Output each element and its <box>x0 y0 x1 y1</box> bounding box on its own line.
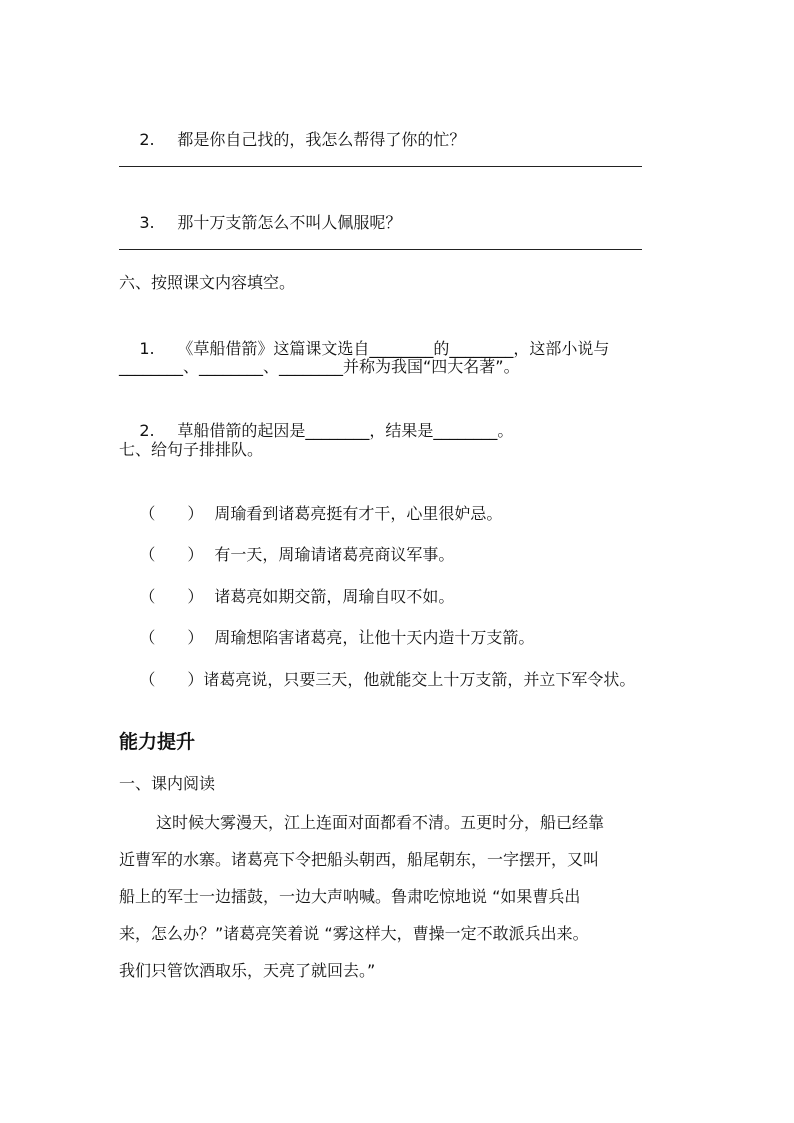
question-number: 3. <box>139 213 155 232</box>
order-blank[interactable]: （ ） <box>139 628 204 647</box>
question-text: 都是你自己找的，我怎么帮得了你的忙？ <box>177 130 466 149</box>
section-6-heading: 六、按照课文内容填空。 <box>119 273 296 292</box>
question-text: 草船借箭的起因是________，结果是________。 <box>177 421 514 440</box>
passage-line: 船上的军士一边擂鼓，一边大声呐喊。鲁肃吃惊地说 “如果曹兵出 <box>119 887 581 906</box>
answer-line[interactable] <box>119 166 642 167</box>
order-blank[interactable]: （ ） <box>139 504 204 523</box>
passage-line: 近曹军的水寨。诸葛亮下令把船头朝西，船尾朝东，一字摆开，又叫 <box>119 850 600 869</box>
order-text: 诸葛亮说，只要三天，他就能交上十万支箭，并立下军令状。 <box>203 670 636 689</box>
order-blank[interactable]: （ ） <box>139 587 204 606</box>
question-text: 那十万支箭怎么不叫人佩服呢？ <box>177 213 402 232</box>
ability-section-title: 能力提升 <box>119 731 196 753</box>
fill-question-1-line-2: ________、________、________并称为我国“四大名著”。 <box>119 357 520 376</box>
passage-line: 这时候大雾漫天，江上连面对面都看不清。五更时分，船已经靠 <box>156 813 605 832</box>
passage-line: 来，怎么办？”诸葛亮笑着说 “雾这样大，曹操一定不敢派兵出来。 <box>119 924 589 943</box>
order-blank[interactable]: （ ） <box>139 670 204 689</box>
question-2 <box>119 107 465 173</box>
order-blank[interactable]: （ ） <box>139 545 204 564</box>
order-text: 周瑜想陷害诸葛亮，让他十天内造十万支箭。 <box>214 628 535 647</box>
question-number: 2. <box>139 421 155 440</box>
question-number: 2. <box>139 130 155 149</box>
question-text: 《草船借箭》这篇课文选自________的________，这部小说与 <box>177 339 610 358</box>
passage-line: 我们只管饮酒取乐，天亮了就回去。” <box>119 961 376 980</box>
question-3 <box>119 190 401 256</box>
order-text: 有一天，周瑜请诸葛亮商议军事。 <box>214 545 455 564</box>
order-item <box>119 647 635 713</box>
section-7-heading: 七、给句子排排队。 <box>119 440 264 459</box>
reading-passage <box>119 804 675 989</box>
order-text: 周瑜看到诸葛亮挺有才干，心里很妒忌。 <box>214 504 503 523</box>
order-text: 诸葛亮如期交箭，周瑜自叹不如。 <box>214 587 455 606</box>
answer-line[interactable] <box>119 249 642 250</box>
reading-heading: 一、课内阅读 <box>119 774 216 793</box>
question-number: 1. <box>139 339 155 358</box>
